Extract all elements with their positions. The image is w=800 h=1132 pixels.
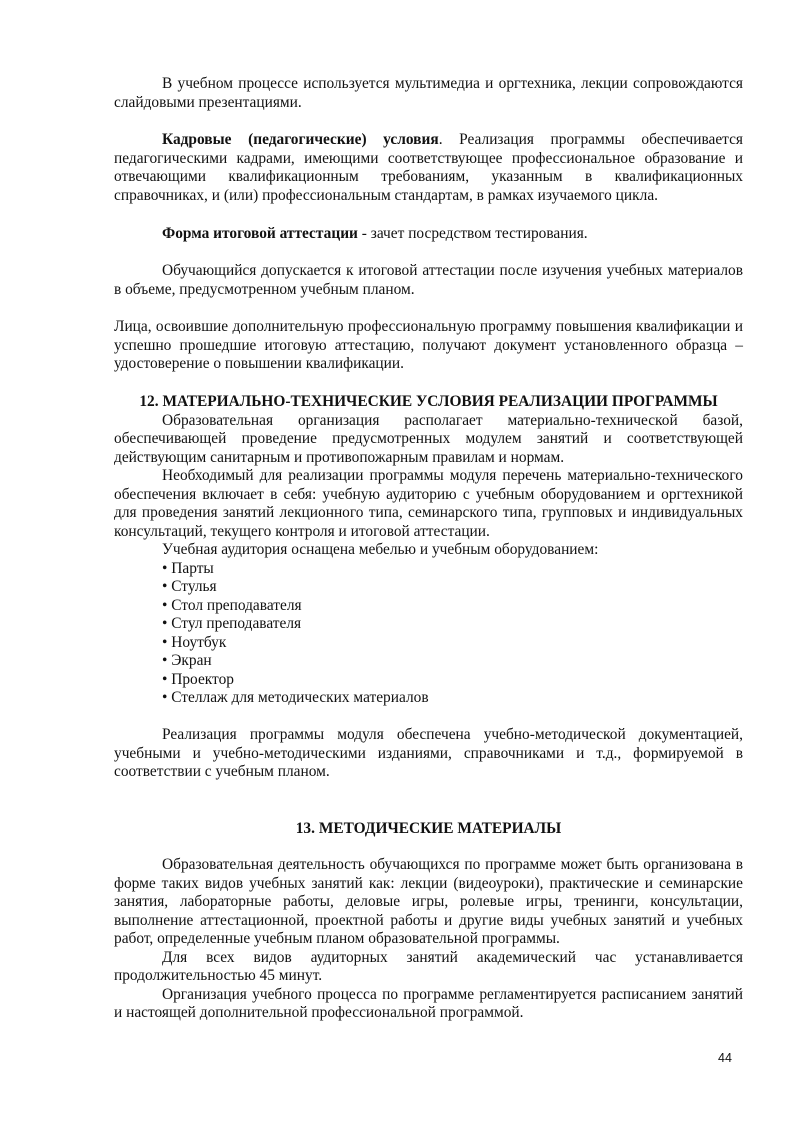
paragraph-attestation-form (114, 225, 743, 244)
page-number: 44 (718, 1051, 732, 1065)
paragraph-text: Для всех видов аудиторных занятий академический час устанавливается продолжительностью 45 минут. (114, 948, 743, 984)
list-item: • Парты (162, 560, 743, 579)
list-item: • Стол преподавателя (162, 597, 743, 616)
paragraph-certificate (114, 318, 743, 374)
paragraph-text: Реализация программы модуля обеспечена учебно-методической документацией, учебными и учебно-методическими изданиями, справочниками и т.д., формируемой в соответствии с учебным планом. (114, 726, 743, 780)
paragraph-staff-conditions (114, 131, 743, 205)
section-12-title: 12. МАТЕРИАЛЬНО-ТЕХНИЧЕСКИЕ УСЛОВИЯ РЕАЛИЗАЦИИ ПРОГРАММЫ (139, 393, 718, 410)
section-13 (114, 820, 743, 839)
equipment-list (114, 560, 743, 708)
paragraph-admission (114, 262, 743, 299)
paragraph-text: Учебная аудитория оснащена мебелью и учебным оборудованием: (162, 541, 599, 558)
list-item: • Стеллаж для методических материалов (162, 689, 743, 708)
paragraph-text: . Реализация программы обеспечивается педагогическими кадрами, имеющими соответствующее профессиональное образование и отвечающими квалификационным требованиям, указанным в квалификационных справочниках, и (или) профессиональным стандартам, в рамках изучаемого цикла. (114, 131, 743, 204)
paragraph-text: Необходимый для реализации программы модуля перечень материально-технического обеспечения включает в себя: учебную аудиторию с учебным оборудованием и оргтехникой для проведения занятий лекционного типа, семинарского типа, групповых и индивидуальных консультаций, текущего контроля и итоговой аттестации. (114, 467, 743, 540)
paragraph-text: - зачет посредством тестирования. (357, 225, 588, 242)
paragraph-text: В учебном процессе используется мультимедиа и оргтехника, лекции сопровождаются слайдовыми презентациями. (114, 75, 743, 111)
paragraph-text: Организация учебного процесса по программе регламентируется расписанием занятий и настоящей дополнительной профессиональной программой. (114, 985, 743, 1021)
paragraph-text: Образовательная организация располагает материально-технической базой, обеспечивающей проведение предусмотренных модулем занятий и соответствующей действующим санитарным и противопожарным правилам и нормам. (114, 411, 743, 466)
section-13-title: 13. МЕТОДИЧЕСКИЕ МАТЕРИАЛЫ (295, 820, 562, 837)
list-item: • Стул преподавателя (162, 615, 743, 634)
paragraph-text: Лица, освоившие дополнительную профессиональную программу повышения квалификации и успешно прошедшие итоговую аттестацию, получают документ установленного образца – удостоверение о повышении квалификации. (114, 318, 743, 372)
section-12 (114, 393, 743, 708)
paragraph-text: Образовательная деятельность обучающихся по программе может быть организована в форме таких видов учебных занятий как: лекции (видеоуроки), практические и семинарские занятия, лабораторные работы, деловые игры, ролевые игры, тренинги, консультации, выполнение аттестационной, проектной работы и другие виды учебных занятий и учебных работ, определенные учебным планом образовательной программы. (114, 856, 743, 947)
list-item: • Проектор (162, 671, 743, 690)
list-item: • Стулья (162, 578, 743, 597)
paragraph-multimedia (114, 75, 743, 112)
paragraph-text: Обучающийся допускается к итоговой аттестации после изучения учебных материалов в объеме, предусмотренном учебным планом. (114, 262, 743, 298)
list-item: • Экран (162, 652, 743, 671)
bold-term: Кадровые (педагогические) условия (162, 131, 439, 148)
bold-term: Форма итоговой аттестации (162, 225, 358, 242)
section-13-body (114, 856, 743, 1023)
paragraph-documentation (114, 726, 743, 782)
list-item: • Ноутбук (162, 634, 743, 653)
